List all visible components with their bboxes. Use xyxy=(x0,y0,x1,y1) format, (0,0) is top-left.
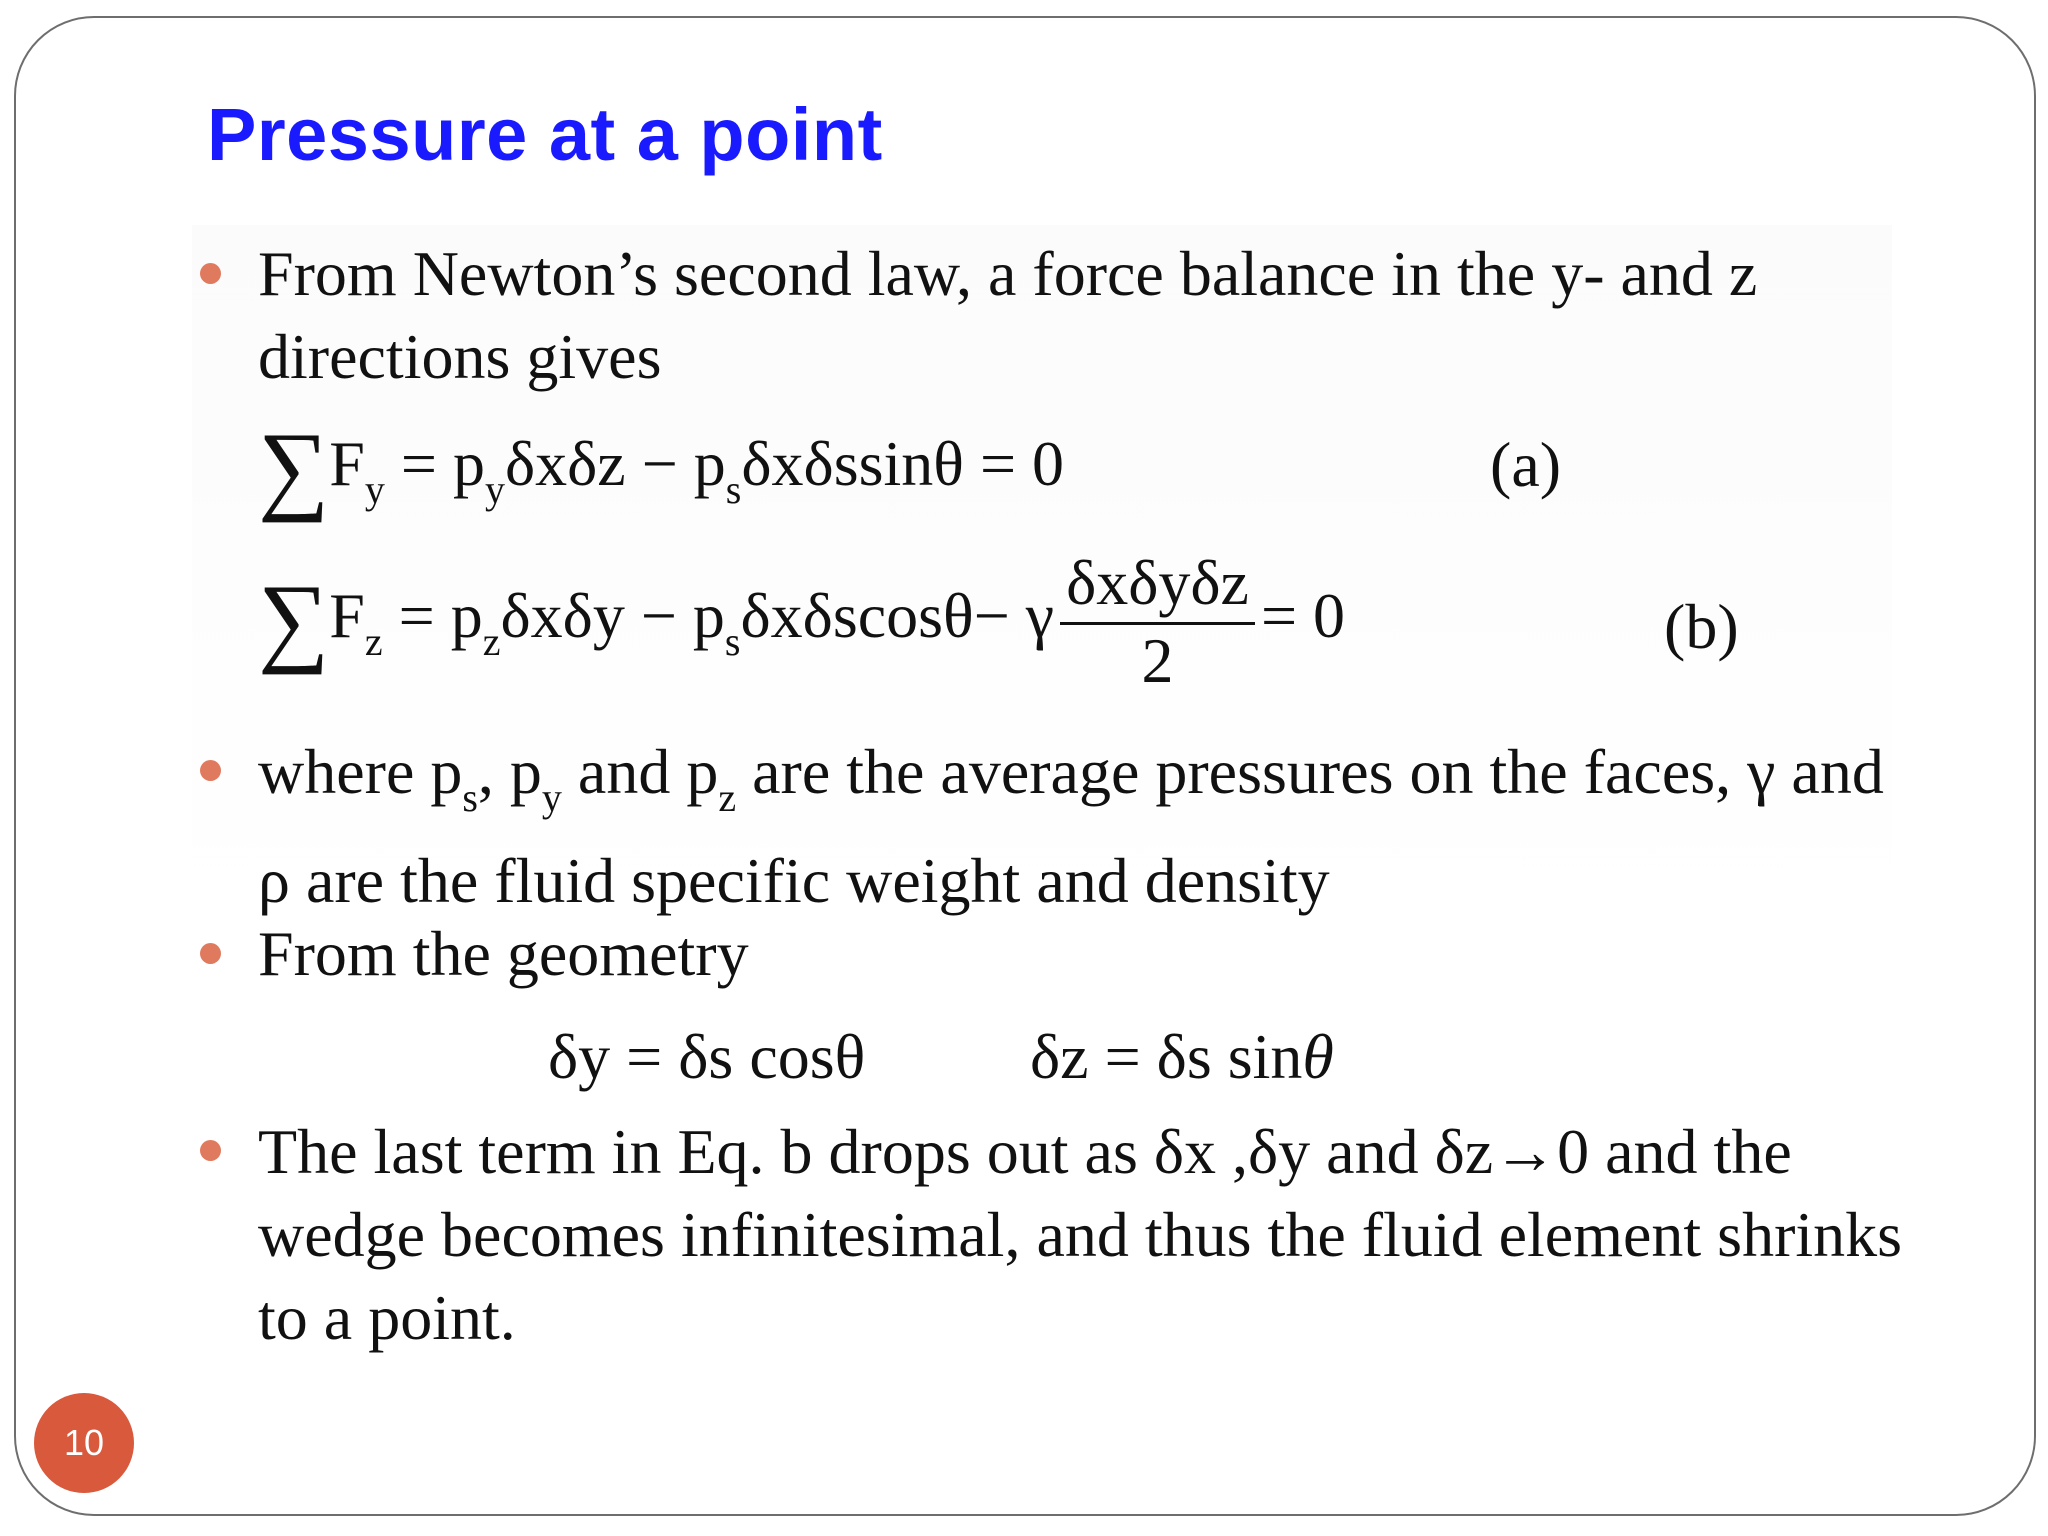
bullet-dot xyxy=(200,943,221,964)
equation-geometry-left: δy = δs cosθ xyxy=(548,1021,866,1092)
equation-a-tag: (a) xyxy=(1490,429,1562,500)
slide-title: Pressure at a point xyxy=(207,93,883,176)
bullet-geometry: From the geometry xyxy=(258,918,749,989)
equation-b: $\sum F_z = p_z\delta x\delta y - p_s\delta x\delta scos\theta- \gamma$ $\frac{\text{δxδyδz}}{2}$ = 0 xyxy=(258,547,1346,696)
bullet-where: where $p_s$, $p_y$ and $p_z$ are the average pressures on the faces, γ and ρ are the fluid specific weight and density xyxy=(258,736,1884,916)
bullet-dot xyxy=(200,263,221,284)
bullet-newton-law: From Newton’s second law, a force balance in the y- and z directions gives xyxy=(258,238,1758,392)
page-number-badge: 10 xyxy=(34,1393,134,1493)
bullet-dot xyxy=(200,1140,221,1161)
equation-b-tag: (b) xyxy=(1664,591,1739,662)
bullet-dot xyxy=(200,760,221,781)
fraction: $\frac{\text{δxδyδz}}{2}$ xyxy=(1060,548,1255,697)
bullet-last-term: The last term in Eq. b drops out as δx ,δy and δz→0 and the wedge becomes infinitesimal, and thus the fluid element shrinks to a point. xyxy=(258,1116,1903,1353)
equation-geometry-right: δz = δs sinθ xyxy=(1030,1021,1334,1092)
equation-a: $\sum F_y = p_y\delta x\delta z - p_s\delta x\delta ssin\theta = 0$ xyxy=(258,412,1065,523)
